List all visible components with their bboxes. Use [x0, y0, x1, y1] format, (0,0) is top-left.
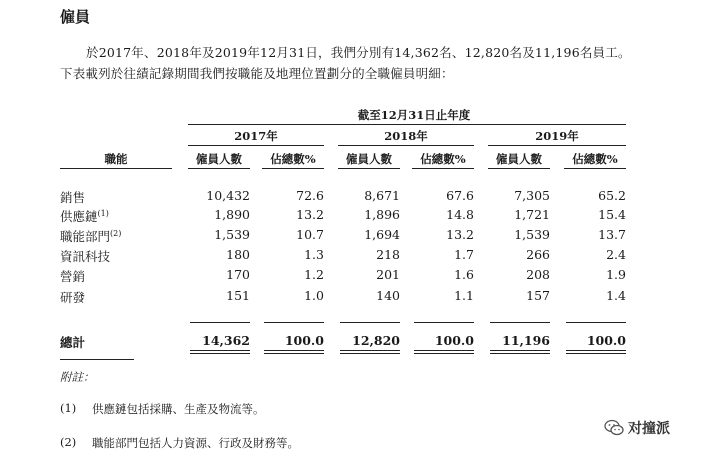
column-rule: [564, 168, 626, 169]
table-cell: 1.0: [304, 288, 324, 303]
table-cell: 2.4: [606, 247, 626, 262]
row-label-text: 職能部門: [60, 229, 111, 244]
row-label-text: 供應鏈: [60, 209, 98, 224]
table-cell: 1.1: [454, 288, 474, 303]
table-cell: 170: [226, 267, 250, 282]
year-rule-2018: [338, 145, 474, 146]
note-number: (2): [60, 435, 77, 449]
table-cell: 15.4: [598, 207, 626, 222]
table-cell: 7,305: [514, 188, 550, 203]
table-cell: 1,539: [514, 227, 550, 242]
total-cell: 100.0: [434, 333, 474, 348]
total-cell: 14,362: [202, 333, 250, 348]
subtotal-rule: [566, 322, 626, 323]
col-header-percent-2019: 佔總數%: [572, 152, 618, 166]
table-cell: 13.2: [446, 227, 474, 242]
table-cell: 13.2: [296, 207, 324, 222]
col-header-percent-2018: 佔總數%: [420, 152, 466, 166]
table-cell: 201: [376, 267, 400, 282]
column-rule: [188, 168, 250, 169]
table-cell: 1.9: [606, 267, 626, 282]
table-cell: 157: [526, 288, 550, 303]
total-double-rule: [490, 350, 550, 354]
watermark-text: 对撞派: [628, 421, 670, 437]
total-cell: 100.0: [284, 333, 324, 348]
year-header-2018: 2018年: [384, 129, 428, 143]
table-cell: 151: [226, 288, 250, 303]
note-number: (1): [60, 401, 77, 415]
table-cell: 1,539: [214, 227, 250, 242]
table-cell: 266: [526, 247, 550, 262]
column-rule-function: [60, 168, 172, 169]
function-column-header: 職能: [104, 152, 128, 166]
notes-separator: [60, 359, 134, 360]
table-cell: 14.8: [446, 207, 474, 222]
year-rule-2019: [488, 145, 626, 146]
row-label-rnd: 研發: [60, 290, 86, 305]
section-title: 僱員: [60, 8, 91, 26]
intro-paragraph-line1: 於2017年、2018年及2019年12月31日，我們分別有14,362名、12,820名及11,196名員工。: [86, 45, 631, 60]
col-header-headcount-2019: 僱員人數: [496, 152, 542, 166]
total-cell: 12,820: [352, 333, 400, 348]
table-cell: 67.6: [446, 188, 474, 203]
year-rule-2017: [188, 145, 324, 146]
table-cell: 1,721: [514, 207, 550, 222]
table-cell: 1.4: [606, 288, 626, 303]
year-header-2017: 2017年: [234, 129, 278, 143]
intro-paragraph-line2: 下表載列於往績記錄期間我們按職能及地理位置劃分的全職僱員明細：: [60, 66, 454, 81]
total-double-rule: [190, 350, 250, 354]
subtotal-rule: [340, 322, 400, 323]
table-cell: 1.7: [454, 247, 474, 262]
header-rule: [188, 124, 626, 125]
total-label: 總計: [60, 335, 86, 350]
table-cell: 218: [376, 247, 400, 262]
wechat-icon: [604, 419, 624, 437]
total-double-rule: [566, 350, 626, 354]
note-text: 供應鏈包括採購、生產及物流等。: [92, 402, 265, 416]
total-double-rule: [414, 350, 474, 354]
table-cell: 65.2: [598, 188, 626, 203]
col-header-headcount-2017: 僱員人數: [196, 152, 242, 166]
table-cell: 1,694: [364, 227, 400, 242]
table-cell: 1,896: [364, 207, 400, 222]
table-cell: 1.6: [454, 267, 474, 282]
column-rule: [488, 168, 550, 169]
table-cell: 72.6: [296, 188, 324, 203]
column-rule: [262, 168, 324, 169]
column-rule: [412, 168, 474, 169]
footnote-ref: (2): [110, 228, 122, 238]
table-cell: 13.7: [598, 227, 626, 242]
row-label-sales: 銷售: [60, 190, 86, 205]
table-cell: 1.2: [304, 267, 324, 282]
total-cell: 100.0: [586, 333, 626, 348]
year-header-2019: 2019年: [535, 129, 579, 143]
table-cell: 140: [376, 288, 400, 303]
period-header: 截至12月31日止年度: [357, 108, 471, 122]
table-cell: 208: [526, 267, 550, 282]
total-cell: 11,196: [502, 333, 550, 348]
footnote-ref: (1): [97, 208, 109, 218]
table-cell: 8,671: [364, 188, 400, 203]
total-double-rule: [264, 350, 324, 354]
col-header-headcount-2018: 僱員人數: [346, 152, 392, 166]
table-cell: 10.7: [296, 227, 324, 242]
total-double-rule: [340, 350, 400, 354]
notes-header: 附註：: [60, 370, 95, 384]
note-text: 職能部門包括人力資源、行政及財務等。: [92, 436, 299, 450]
table-cell: 1,890: [214, 207, 250, 222]
row-label-marketing: 營銷: [60, 269, 86, 284]
column-rule: [338, 168, 400, 169]
row-label-it: 資訊科技: [60, 249, 111, 264]
table-cell: 10,432: [206, 188, 250, 203]
subtotal-rule: [490, 322, 550, 323]
subtotal-rule: [264, 322, 324, 323]
table-cell: 1.3: [304, 247, 324, 262]
col-header-percent-2017: 佔總數%: [270, 152, 316, 166]
subtotal-rule: [190, 322, 250, 323]
table-cell: 180: [226, 247, 250, 262]
row-label-functional-dept: [60, 227, 121, 245]
row-label-supply-chain: [60, 207, 109, 225]
subtotal-rule: [414, 322, 474, 323]
